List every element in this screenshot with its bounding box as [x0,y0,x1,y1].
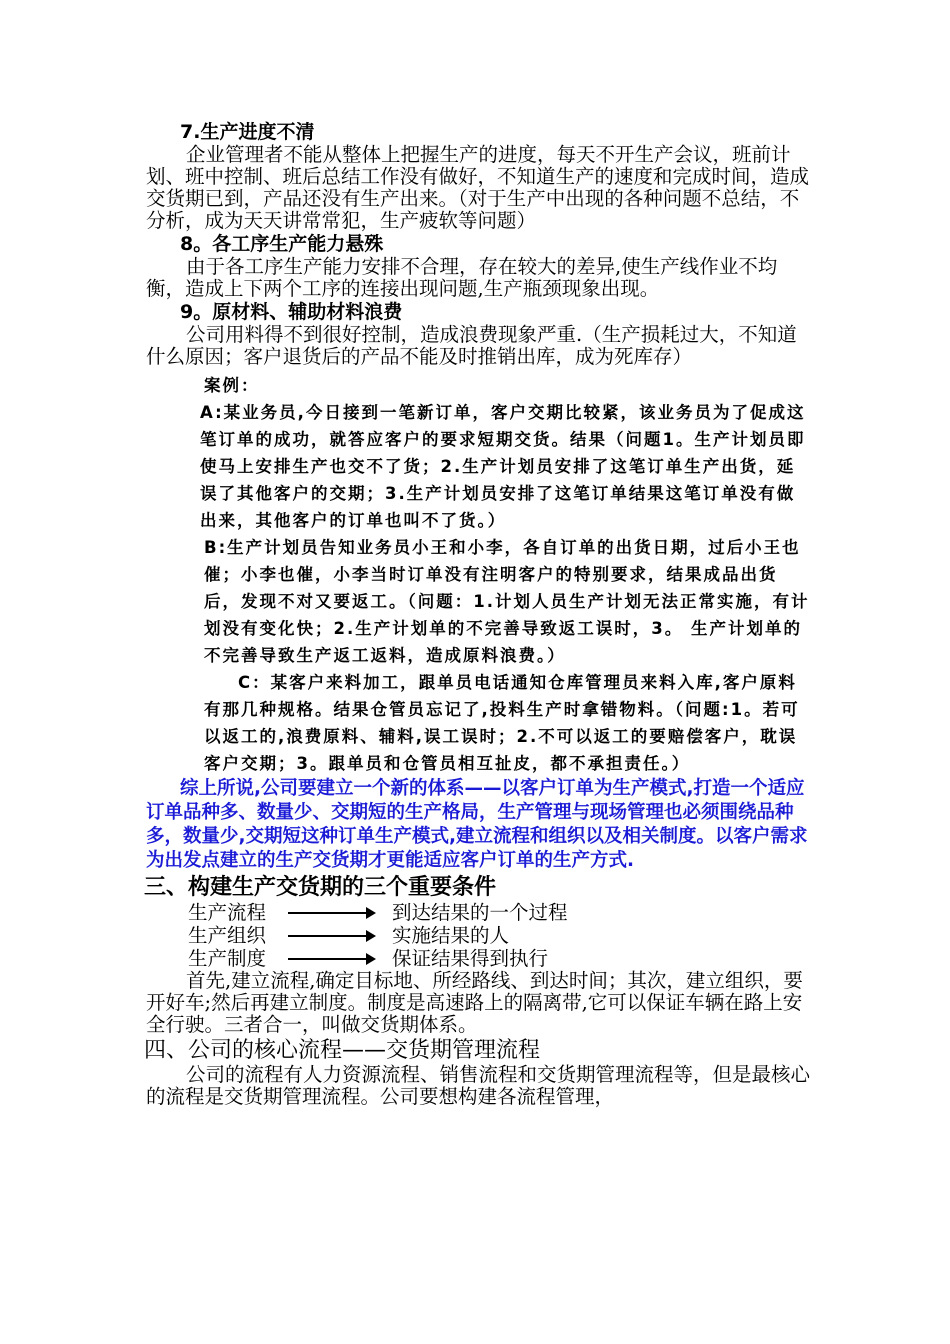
flow-row [146,947,816,970]
section-9-heading: 9。原材料、辅助材料浪费 [180,301,403,323]
document-page [146,120,816,1108]
case-label: 案例： [204,376,260,395]
section-7-heading: 7.生产进度不清 [180,121,315,143]
section-4-heading: 四、公司的核心流程——交货期管理流程 [144,1038,541,1063]
flow-item-label: 生产制度 [188,947,267,970]
section-8-heading: 8。各工序生产能力悬殊 [180,233,384,255]
arrow-right-icon [288,912,374,914]
flow-item-label: 生产流程 [188,901,267,924]
section-3-heading: 三、构建生产交货期的三个重要条件 [144,875,497,900]
section-8-text: 由于各工序生产能力安排不合理，存在较大的差异,使生产线作业不均衡，造成上下两个工序的连接出现问题,生产瓶颈现象出现。 [146,255,778,300]
section-3-text: 首先,建立流程,确定目标地、所经路线、到达时间；其次，建立组织，要开好车;然后再建立制度。制度是高速路上的隔离带,它可以保证车辆在路上安全行驶。三者合一，叫做交货期体系。 [146,969,803,1036]
flow-row [146,901,816,924]
flow-item-label: 生产组织 [188,924,267,947]
summary-paragraph: 综上所说,公司要建立一个新的体系——以客户订单为生产模式,打造一个适应订单品种多、数量少、交期短的生产格局，生产管理与现场管理也必须围绕品种多，数量少,交期短这种订单生产模式,建立流程和组织以及相关制度。以客户需求为出发点建立的生产交货期才更能适应客户订单的生产方式. [146,778,808,871]
flow-item-result: 到达结果的一个过程 [392,901,568,924]
arrow-right-icon [288,935,374,937]
case-a: A:某业务员,今日接到一笔新订单，客户交期比较紧，该业务员为了促成这笔订单的成功，就答应客户的要求短期交货。结果（问题1。生产计划员即使马上安排生产也交不了货；2.生产计划员安排了这笔订单生产出货，延误了其他客户的交期；3.生产计划员安排了这笔订单结果这笔订单没有做出来，其他客户的订单也叫不了货。） [200,403,806,530]
case-c: C：某客户来料加工，跟单员电话通知仓库管理员来料入库,客户原料有那几种规格。结果仓管员忘记了,投料生产时拿错物料。（问题:1。若可以返工的,浪费原料、辅料,误工误时；2.不可以返工的要赔偿客户，耽误客户交期；3。跟单员和仓管员相互扯皮，都不承担责任。） [204,673,800,773]
flow-row [146,924,816,947]
flow-item-result: 实施结果的人 [392,924,510,947]
section-7-text: 企业管理者不能从整体上把握生产的进度，每天不开生产会议，班前计划、班中控制、班后总结工作没有做好，不知道生产的速度和完成时间，造成交货期已到，产品还没有生产出来。（对于生产中出现的各种问题不总结，不分析，成为天天讲常常犯，生产疲软等问题） [146,143,810,232]
flow-item-result: 保证结果得到执行 [392,947,549,970]
case-b: B:生产计划员告知业务员小王和小李，各自订单的出货日期，过后小王也催；小李也催，小李当时订单没有注明客户的特别要求，结果成品出货后，发现不对又要返工。（问题：1.计划人员生产计划无法正常实施，有计划没有变化快；2.生产计划单的不完善导致返工误时，3。 生产计划单的不完善导致生产返工返料，造成原料浪费。） [204,538,810,665]
flow-diagram [146,901,816,970]
section-9-text: 公司用料得不到很好控制，造成浪费现象严重.（生产损耗过大，不知道什么原因；客户退货后的产品不能及时推销出库，成为死库存） [146,323,797,368]
arrow-right-icon [288,958,374,960]
section-4-text: 公司的流程有人力资源流程、销售流程和交货期管理流程等，但是最核心的流程是交货期管理流程。公司要想构建各流程管理， [146,1063,811,1108]
